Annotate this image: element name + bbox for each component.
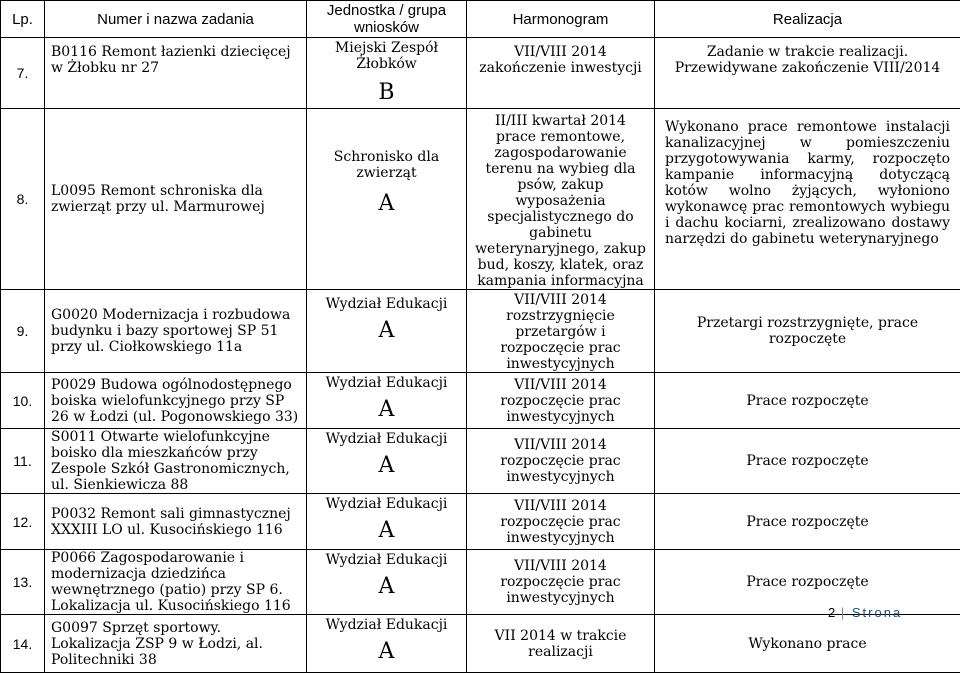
- realization-cell: Prace rozpoczęte: [655, 494, 960, 550]
- unit-cell: [307, 615, 467, 673]
- schedule-cell: VII/VIII 2014 rozpoczęcie prac inwestycyjnych: [467, 373, 655, 429]
- unit-name: Wydział Edukacji: [326, 496, 448, 512]
- realization-cell: Zadanie w trakcie realizacji. Przewidywane zakończenie VIII/2014: [655, 38, 960, 109]
- realization-cell: Prace rozpoczęte: [655, 429, 960, 494]
- schedule-cell: VII/VIII 2014 zakończenie inwestycji: [467, 38, 655, 109]
- table-row: [1, 429, 960, 494]
- realization-cell: Prace rozpoczęte: [655, 373, 960, 429]
- task-name: P0066 Zagospodarowanie i modernizacja dziedzińca wewnętrznego (patio) przy SP 6. Lokalizacja ul. Kusocińskiego 116: [45, 550, 307, 615]
- row-number: 8.: [1, 109, 45, 290]
- realization-cell: Wykonano prace: [655, 615, 960, 673]
- table-header-row: [1, 1, 960, 38]
- row-number: 12.: [1, 494, 45, 550]
- schedule-cell: VII/VIII 2014 rozpoczęcie prac inwestycyjnych: [467, 550, 655, 615]
- unit-cell: [307, 429, 467, 494]
- group-letter: A: [313, 451, 460, 481]
- group-letter: A: [313, 572, 460, 602]
- task-name: P0029 Budowa ogólnodostępnego boiska wielofunkcyjnego przy SP 26 w Łodzi (ul. Pogonowskiego 33): [45, 373, 307, 429]
- group-letter: A: [313, 395, 460, 425]
- unit-cell: [307, 494, 467, 550]
- task-name: G0097 Sprzęt sportowy. Lokalizacja ZSP 9 w Łodzi, al. Politechniki 38: [45, 615, 307, 673]
- row-number: 14.: [1, 615, 45, 673]
- schedule-cell: VII/VIII 2014 rozpoczęcie prac inwestycyjnych: [467, 494, 655, 550]
- unit-name: Wydział Edukacji: [326, 296, 448, 312]
- unit-name: Miejski Zespół Żłobków: [335, 40, 438, 72]
- row-number: 10.: [1, 373, 45, 429]
- task-name: B0116 Remont łazienki dziecięcej w Żłobku nr 27: [45, 38, 307, 109]
- row-number: 7.: [1, 38, 45, 109]
- unit-name: Wydział Edukacji: [326, 552, 448, 568]
- table-row: [1, 615, 960, 673]
- header-schedule: Harmonogram: [467, 1, 655, 38]
- header-realization: Realizacja: [655, 1, 960, 38]
- table-row: [1, 109, 960, 290]
- task-name: L0095 Remont schroniska dla zwierząt przy ul. Marmurowej: [45, 109, 307, 290]
- task-name: G0020 Modernizacja i rozbudowa budynku i bazy sportowej SP 51 przy ul. Ciołkowskiego 11a: [45, 290, 307, 373]
- row-number: 13.: [1, 550, 45, 615]
- unit-cell: [307, 290, 467, 373]
- task-name: P0032 Remont sali gimnastycznej XXXIII LO ul. Kusocińskiego 116: [45, 494, 307, 550]
- page-label: Strona: [852, 605, 902, 620]
- table-row: [1, 373, 960, 429]
- footer-separator: |: [841, 605, 846, 620]
- row-number: 9.: [1, 290, 45, 373]
- unit-name: Wydział Edukacji: [326, 375, 448, 391]
- unit-name: Wydział Edukacji: [326, 431, 448, 447]
- schedule-cell: VII/VIII 2014 rozstrzygnięcie przetargów i rozpoczęcie prac inwestycyjnych: [467, 290, 655, 373]
- group-letter: A: [313, 516, 460, 546]
- header-task: Numer i nazwa zadania: [45, 1, 307, 38]
- unit-cell: [307, 373, 467, 429]
- group-letter: A: [313, 637, 460, 667]
- unit-cell: [307, 550, 467, 615]
- table-row: [1, 290, 960, 373]
- unit-cell: [307, 109, 467, 290]
- unit-name: Schronisko dla zwierząt: [334, 149, 439, 181]
- schedule-cell: VII 2014 w trakcie realizacji: [467, 615, 655, 673]
- unit-cell: [307, 38, 467, 109]
- group-letter: A: [313, 316, 460, 346]
- group-letter: A: [313, 189, 460, 219]
- realization-cell: Przetargi rozstrzygnięte, prace rozpoczęte: [655, 290, 960, 373]
- unit-name: Wydział Edukacji: [326, 617, 448, 633]
- row-number: 11.: [1, 429, 45, 494]
- group-letter: B: [313, 78, 460, 108]
- table-row: [1, 494, 960, 550]
- page-number: 2: [828, 605, 835, 620]
- page-footer: [828, 605, 902, 620]
- realization-cell: Wykonano prace remontowe instalacji kanalizacyjnej w pomieszczeniu przygotowywania karmy, rozpoczęto kampanie informacyjną dotyczącą kotów wolno żyjących, wyłoniono wykonawcę prac remontowych wybiegu i dachu kociarni, zrealizowano dostawy narzędzi do gabinetu weterynaryjnego: [655, 109, 960, 290]
- header-unit: Jednostka / grupa wniosków: [307, 1, 467, 38]
- schedule-cell: II/III kwartał 2014 prace remontowe, zagospodarowanie terenu na wybieg dla psów, zakup wyposażenia specjalistycznego do gabinetu weterynaryjnego, zakup bud, koszy, klatek, oraz kampania informacyjna: [467, 109, 655, 290]
- realization-cell: Prace rozpoczęte: [655, 550, 960, 615]
- table-row: [1, 550, 960, 615]
- table-row: [1, 38, 960, 109]
- header-lp: Lp.: [1, 1, 45, 38]
- schedule-cell: VII/VIII 2014 rozpoczęcie prac inwestycyjnych: [467, 429, 655, 494]
- task-name: S0011 Otwarte wielofunkcyjne boisko dla mieszkańców przy Zespole Szkół Gastronomicznych, ul. Sienkiewicza 88: [45, 429, 307, 494]
